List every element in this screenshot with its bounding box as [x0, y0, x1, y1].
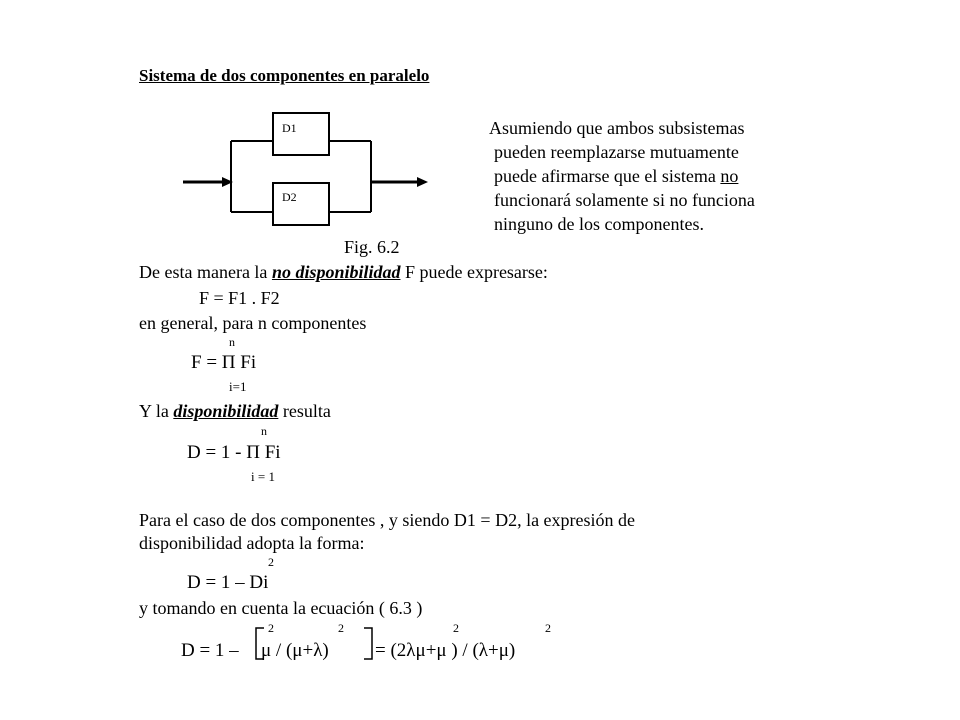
- side-text-line-2: pueden reemplazarse mutuamente: [494, 142, 739, 162]
- side-text-emph-no: no: [720, 166, 739, 186]
- para3-pre: Y la: [139, 401, 174, 421]
- side-text-line-4: funcionará solamente si no funciona: [494, 190, 755, 210]
- eq2-subscript: i=1: [229, 379, 247, 394]
- para3-emph: disponibilidad: [173, 401, 279, 421]
- paragraph-dos-componentes-line-2: disponibilidad adopta la forma:: [139, 533, 365, 553]
- para3-post: resulta: [278, 401, 331, 421]
- eq5-sup-c: 2: [453, 621, 459, 635]
- eq5-inner: μ / (μ+λ): [261, 640, 329, 661]
- equation-f-product: F = F1 . F2: [199, 288, 280, 308]
- eq5-sup-b: 2: [338, 621, 344, 635]
- eq5-lhs: D = 1 –: [181, 640, 239, 661]
- para1-pre: De esta manera la: [139, 262, 272, 282]
- paragraph-general: en general, para n componentes: [139, 313, 367, 333]
- right-bracket: [364, 628, 372, 659]
- side-text-line-3-pre: puede afirmarse que el sistema: [494, 166, 721, 186]
- page-title: Sistema de dos componentes en paralelo: [139, 66, 430, 85]
- box-d2-label: D2: [282, 190, 297, 204]
- box-d1-label: D1: [282, 121, 297, 135]
- eq5-rhs: = (2λμ+μ ) / (λ+μ): [375, 640, 516, 661]
- side-text-line-5: ninguno de los componentes.: [494, 214, 704, 234]
- side-text-line-1: Asumiendo que ambos subsistemas: [489, 118, 745, 138]
- eq3-superscript: n: [261, 424, 267, 438]
- paragraph-ecuacion: y tomando en cuenta la ecuación ( 6.3 ): [139, 598, 423, 618]
- paragraph-dos-componentes-line-1: Para el caso de dos componentes , y siendo D1 = D2, la expresión de: [139, 510, 636, 530]
- eq3-subscript: i = 1: [251, 469, 275, 484]
- equation-f-pi: F = Π Fi: [191, 352, 257, 373]
- equation-d-pi: D = 1 - Π Fi: [187, 442, 281, 463]
- eq4-superscript: 2: [268, 555, 274, 569]
- para1-emph: no disponibilidad: [271, 262, 401, 282]
- eq2-superscript: n: [229, 335, 235, 349]
- equation-d-di: D = 1 – Di: [187, 572, 269, 593]
- figure-caption: Fig. 6.2: [344, 237, 400, 257]
- eq5-sup-a: 2: [268, 621, 274, 635]
- para1-post: F puede expresarse:: [400, 262, 548, 282]
- eq5-sup-d: 2: [545, 621, 551, 635]
